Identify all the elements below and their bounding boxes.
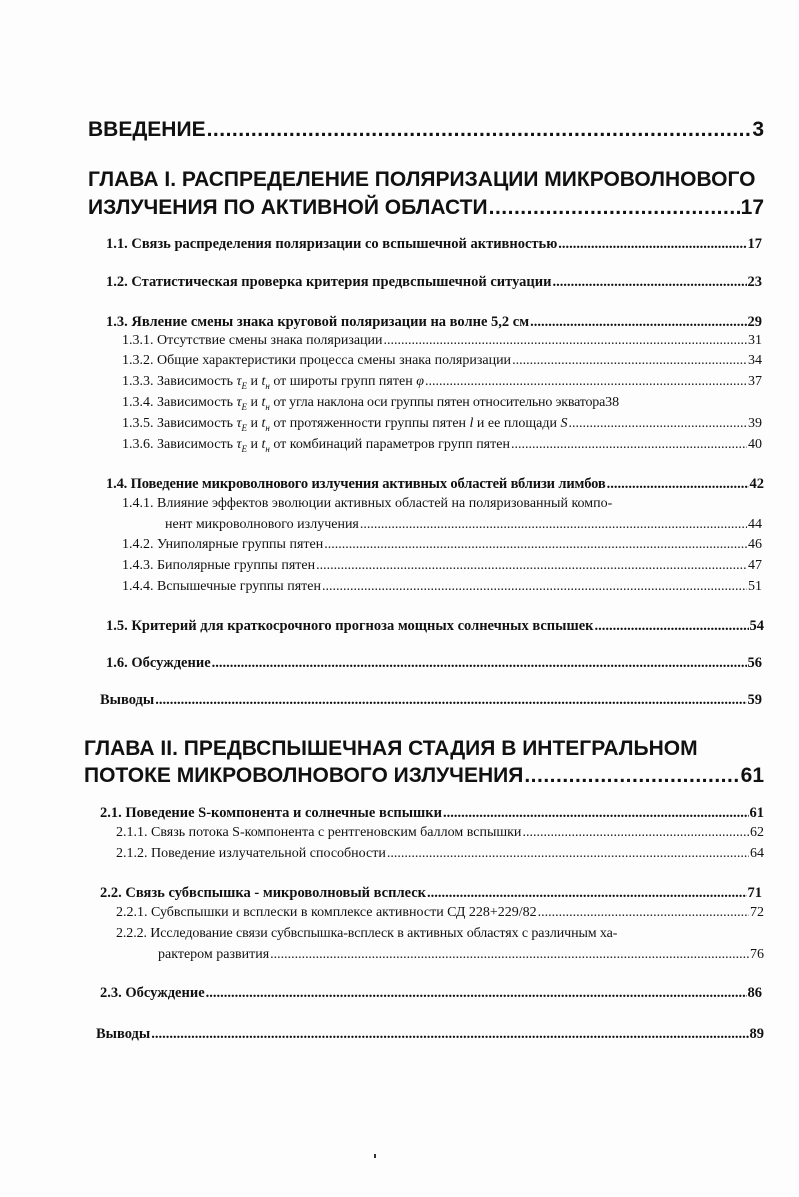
entry-page: 59 (747, 692, 762, 708)
dot-leader (387, 846, 749, 862)
t-symbol: t (261, 374, 266, 389)
scan-speck (374, 1154, 376, 1158)
toc-entry-chapter-2[interactable] (84, 764, 764, 788)
entry-page: 56 (747, 655, 762, 671)
t-symbol: t (261, 437, 266, 452)
entry-title: нент микроволнового излучения (165, 517, 359, 532)
phi-symbol: φ (416, 374, 424, 389)
t-subscript: н (265, 422, 270, 433)
entry-page: 72 (750, 905, 764, 920)
entry-title: ИЗЛУЧЕНИЯ ПО АКТИВНОЙ ОБЛАСТИ (88, 196, 488, 219)
entry-title: Выводы (96, 1026, 151, 1042)
toc-entry-ch1-conclusions[interactable] (100, 692, 762, 709)
entry-title (122, 395, 605, 412)
l-symbol: l (469, 416, 474, 431)
entry-page: 29 (747, 314, 762, 330)
toc-entry-1-2[interactable] (106, 274, 762, 291)
dot-leader (425, 374, 747, 390)
entry-page: 64 (750, 846, 764, 861)
entry-page: 89 (749, 1026, 764, 1042)
entry-title: 2.1.1. Связь потока S-компонента с рентгеновским баллом вспышки (116, 825, 522, 840)
dot-leader (530, 314, 746, 331)
dot-leader (322, 579, 747, 595)
dot-leader (270, 947, 749, 963)
t-symbol: t (261, 395, 266, 410)
tau-symbol: τ (236, 395, 242, 410)
toc-entry-1-4-3[interactable] (122, 558, 762, 574)
entry-title: 1.4. Поведение микроволнового излучения активных областей вблизи лимбов (106, 476, 606, 492)
toc-entry-1-3-3[interactable] (122, 374, 762, 391)
conjunction: и (250, 395, 258, 410)
entry-title: 2.1.2. Поведение излучательной способности (116, 846, 386, 861)
toc-entry-1-1[interactable] (106, 236, 762, 253)
entry-title: ВВЕДЕНИЕ (88, 118, 206, 141)
toc-entry-1-4[interactable] (106, 476, 764, 493)
dot-leader (151, 1026, 748, 1043)
toc-entry-1-4-1[interactable] (165, 517, 762, 533)
entry-title: 1.4.4. Вспышечные группы пятен (122, 579, 321, 594)
conjunction: и (250, 374, 258, 389)
entry-title: 2.3. Обсуждение (100, 985, 205, 1001)
dot-leader (206, 985, 747, 1002)
entry-prefix: 1.3.3. Зависимость (122, 374, 233, 389)
tau-subscript: E (241, 443, 247, 454)
dot-leader (360, 517, 747, 533)
tau-subscript: E (241, 422, 247, 433)
entry-page: 62 (750, 825, 764, 840)
t-subscript: н (265, 443, 270, 454)
dot-leader (427, 885, 746, 902)
tau-symbol: τ (236, 416, 242, 431)
entry-title: 1.4.3. Биполярные группы пятен (122, 558, 316, 573)
toc-entry-1-3-1[interactable] (122, 333, 762, 349)
toc-entry-2-3[interactable] (100, 985, 762, 1002)
toc-entry-1-4-4[interactable] (122, 579, 762, 595)
tau-symbol: τ (236, 437, 242, 452)
toc-entry-1-4-1-line1[interactable]: 1.4.1. Влияние эффектов эволюции активных областей на поляризованный компо- (122, 496, 613, 511)
toc-entry-1-6[interactable] (106, 655, 762, 672)
toc-entry-1-3[interactable] (106, 314, 762, 331)
dot-leader (607, 476, 749, 493)
entry-page: 34 (748, 353, 762, 368)
entry-title: 2.2. Связь субвспышка - микроволновый всплеск (100, 885, 427, 901)
entry-page: 47 (748, 558, 762, 573)
entry-page: 42 (749, 476, 764, 492)
chapter-1-title-line1[interactable]: ГЛАВА I. РАСПРЕДЕЛЕНИЕ ПОЛЯРИЗАЦИИ МИКРОВОЛНОВОГО (88, 168, 756, 191)
tau-subscript: E (241, 380, 247, 391)
entry-suffix: от протяженности группы пятен (273, 416, 467, 431)
toc-entry-1-3-5[interactable] (122, 416, 762, 433)
entry-page: 38 (605, 395, 620, 410)
entry-suffix-2: и ее площади (476, 416, 557, 431)
entry-prefix: 1.3.5. Зависимость (122, 416, 233, 431)
entry-page: 46 (748, 537, 762, 552)
dot-leader (324, 537, 747, 553)
dot-leader (489, 196, 740, 220)
entry-page: 76 (750, 947, 764, 962)
entry-title: 2.2.1. Субвспышки и всплески в комплексе активности СД 228+229/82 (116, 905, 537, 920)
conjunction: и (250, 437, 258, 452)
entry-page: 44 (748, 517, 762, 532)
dot-leader (511, 437, 747, 453)
dot-leader (524, 764, 739, 788)
dot-leader (207, 118, 752, 142)
entry-title: Выводы (100, 692, 155, 708)
entry-page: 61 (749, 805, 764, 821)
dot-leader (568, 416, 747, 432)
entry-title (122, 437, 510, 454)
entry-page: 54 (749, 618, 764, 634)
toc-entry-ch2-conclusions[interactable] (96, 1026, 764, 1043)
entry-title: 2.1. Поведение S-компонента и солнечные вспышки (100, 805, 443, 821)
entry-page: 51 (748, 579, 762, 594)
toc-entry-2-2-1[interactable] (116, 905, 764, 921)
toc-entry-1-3-4[interactable] (122, 395, 766, 412)
toc-entry-2-1[interactable] (100, 805, 764, 822)
chapter-2-title-line1[interactable]: ГЛАВА II. ПРЕДВСПЫШЕЧНАЯ СТАДИЯ В ИНТЕГРАЛЬНОМ (84, 737, 698, 760)
entry-title: 1.3. Явление смены знака круговой поляризации на волне 5,2 см (106, 314, 530, 330)
toc-entry-2-1-1[interactable] (116, 825, 764, 841)
entry-title: рактером развития (158, 947, 270, 962)
entry-title (122, 374, 424, 391)
dot-leader (552, 274, 746, 291)
toc-entry-chapter-1[interactable] (88, 196, 764, 220)
dot-leader (155, 692, 746, 709)
tau-subscript: E (241, 401, 247, 412)
entry-title: 1.3.1. Отсутствие смены знака поляризации (122, 333, 383, 348)
entry-page: 61 (740, 764, 764, 787)
t-subscript: н (265, 380, 270, 391)
entry-page: 17 (747, 236, 762, 252)
dot-leader (443, 805, 748, 822)
toc-entry-2-2[interactable] (100, 885, 762, 902)
entry-page: 71 (747, 885, 762, 901)
s-symbol: S (560, 416, 568, 431)
toc-entry-1-5[interactable] (106, 618, 764, 635)
dot-leader (316, 558, 747, 574)
entry-title: 1.2. Статистическая проверка критерия предвспышечной ситуации (106, 274, 552, 290)
t-symbol: t (261, 416, 266, 431)
toc-entry-1-3-2[interactable] (122, 353, 762, 369)
toc-entry-2-1-2[interactable] (116, 846, 764, 862)
entry-page: 86 (747, 985, 762, 1001)
entry-title: 1.5. Критерий для краткосрочного прогноза мощных солнечных вспышек (106, 618, 594, 634)
toc-entry-intro[interactable] (88, 118, 764, 142)
entry-suffix: от широты групп пятен (273, 374, 413, 389)
entry-title (122, 416, 567, 433)
entry-prefix: 1.3.4. Зависимость (122, 395, 233, 410)
toc-entry-2-2-2-line1[interactable]: 2.2.2. Исследование связи субвспышка-всплеск в активных областях с различным ха- (116, 926, 618, 941)
entry-title: 1.4.2. Униполярные группы пятен (122, 537, 324, 552)
toc-entry-1-3-6[interactable] (122, 437, 762, 454)
dot-leader (595, 618, 749, 635)
toc-entry-1-4-2[interactable] (122, 537, 762, 553)
dot-leader (538, 905, 749, 921)
entry-page: 3 (752, 118, 764, 141)
dot-leader (212, 655, 747, 672)
entry-page: 37 (748, 374, 762, 389)
entry-suffix: от комбинаций параметров групп пятен (273, 437, 510, 452)
dot-leader (522, 825, 749, 841)
toc-entry-2-2-2[interactable] (158, 947, 764, 963)
dot-leader (384, 333, 747, 349)
conjunction: и (250, 416, 258, 431)
entry-page: 23 (747, 274, 762, 290)
entry-title: 1.6. Обсуждение (106, 655, 211, 671)
t-subscript: н (265, 401, 270, 412)
entry-title: 1.3.2. Общие характеристики процесса смены знака поляризации (122, 353, 512, 368)
entry-suffix: от угла наклона оси группы пятен относительно экватора (273, 395, 606, 410)
entry-page: 40 (748, 437, 762, 452)
dot-leader (512, 353, 747, 369)
dot-leader (558, 236, 746, 253)
entry-page: 17 (740, 196, 764, 219)
entry-page: 31 (748, 333, 762, 348)
tau-symbol: τ (236, 374, 242, 389)
entry-prefix: 1.3.6. Зависимость (122, 437, 233, 452)
entry-title: ПОТОКЕ МИКРОВОЛНОВОГО ИЗЛУЧЕНИЯ (84, 764, 524, 787)
entry-page: 39 (748, 416, 762, 431)
entry-title: 1.1. Связь распределения поляризации со вспышечной активностью (106, 236, 558, 252)
